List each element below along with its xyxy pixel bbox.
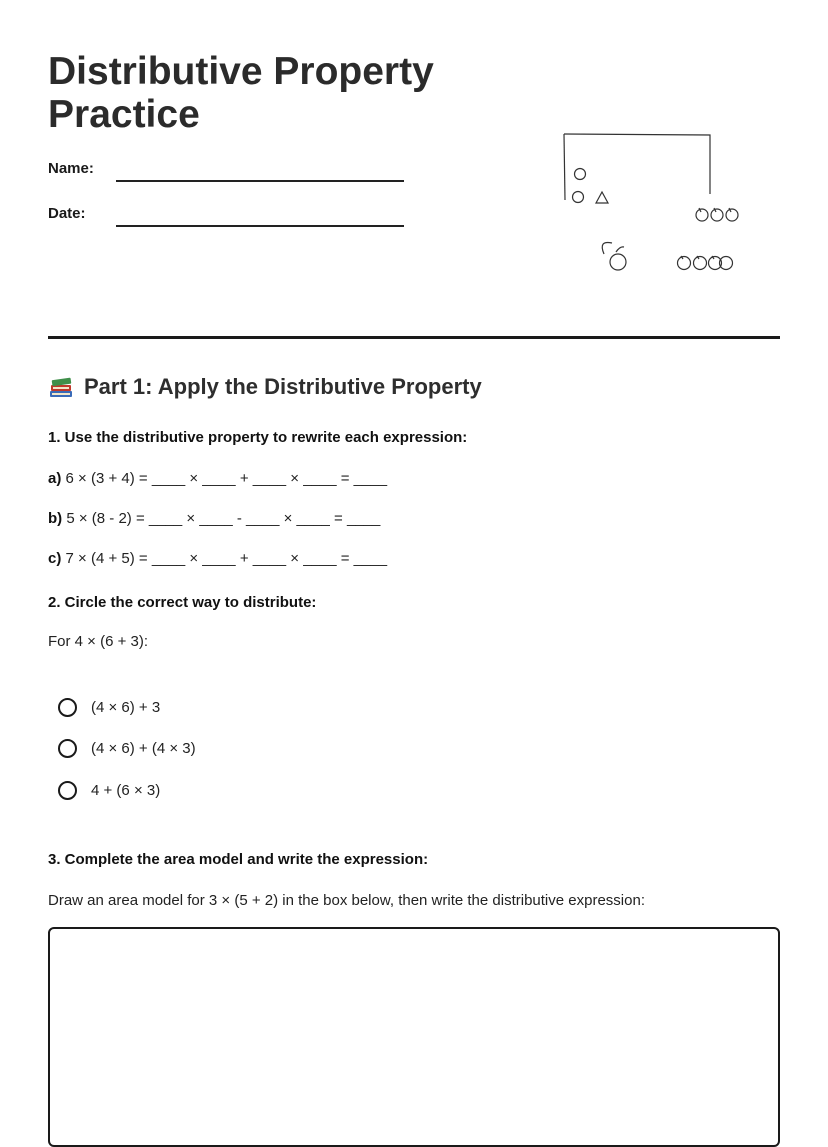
books-icon <box>48 374 74 400</box>
radio-circle-icon[interactable] <box>58 698 77 717</box>
part1-heading-text: Part 1: Apply the Distributive Property <box>84 374 482 399</box>
option-3-label: 4 + (6 × 3) <box>91 782 161 799</box>
question-1a <box>48 470 387 487</box>
radio-circle-icon[interactable] <box>58 781 77 800</box>
question-1b-label: b) <box>48 510 63 527</box>
option-1-label: (4 × 6) + 3 <box>91 699 161 716</box>
option-1[interactable] <box>58 698 160 717</box>
question-3-instruction: Draw an area model for 3 × (5 + 2) in the box below, then write the distributive expression: <box>48 892 645 909</box>
question-2-prompt: 2. Circle the correct way to distribute: <box>48 594 317 611</box>
page-title: Distributive Property Practice <box>48 50 434 136</box>
question-2-subprompt: For 4 × (6 + 3): <box>48 633 149 650</box>
name-field[interactable] <box>116 180 404 182</box>
question-3-prompt: 3. Complete the area model and write the expression: <box>48 851 429 868</box>
question-1-prompt: 1. Use the distributive property to rewrite each expression: <box>48 429 468 446</box>
question-1c-text: 7 × (4 + 5) = ____ × ____ + ____ × ____ = ____ <box>61 550 388 567</box>
question-1c-label: c) <box>48 550 62 567</box>
question-1c <box>48 550 387 567</box>
part1-heading <box>48 374 482 400</box>
option-2[interactable] <box>58 739 196 758</box>
date-field[interactable] <box>116 225 404 227</box>
question-1a-label: a) <box>48 470 62 487</box>
section-divider <box>48 336 780 339</box>
question-1b-text: 5 × (8 - 2) = ____ × ____ - ____ × ____ = ____ <box>62 510 381 527</box>
date-label: Date: <box>48 205 86 222</box>
area-model-answer-box[interactable] <box>48 927 780 1147</box>
name-label: Name: <box>48 160 94 177</box>
question-1a-text: 6 × (3 + 4) = ____ × ____ + ____ × ____ = ____ <box>61 470 388 487</box>
option-3[interactable] <box>58 781 160 800</box>
option-2-label: (4 × 6) + (4 × 3) <box>91 740 196 757</box>
shapes-doodle-illustration <box>560 128 750 278</box>
question-1b <box>48 510 380 527</box>
radio-circle-icon[interactable] <box>58 739 77 758</box>
